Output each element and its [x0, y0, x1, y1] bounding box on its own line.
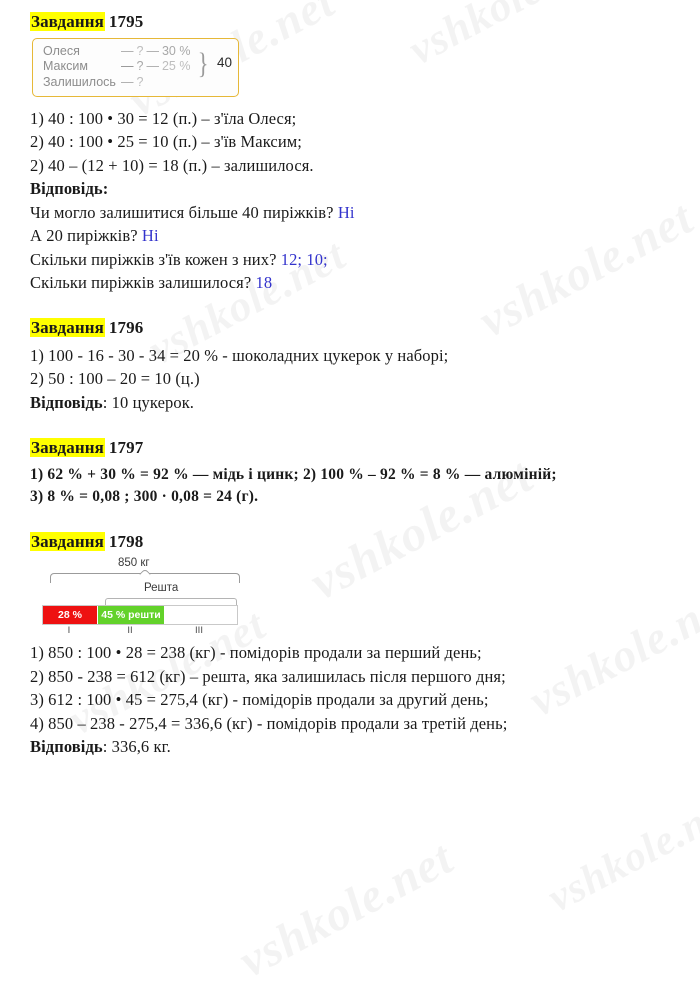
condition-name: Олеся — [43, 43, 80, 58]
watermark-text — [230, 830, 462, 988]
answer-label: Відповідь — [30, 179, 103, 199]
diagram-tick: II — [127, 625, 133, 637]
condition-total: 40 — [216, 54, 232, 70]
solution-step: 2) 850 - 238 = 612 (кг) – решта, яка залишилась після першого дня; — [30, 666, 506, 686]
condition-dash: — — [121, 59, 134, 74]
condition-dash: — — [121, 43, 134, 58]
diagram-bar — [42, 605, 238, 625]
diagram-segment-second: 45 % решти — [97, 606, 164, 624]
task-1795-title-word: Завдання — [31, 12, 104, 31]
task-1798-bar-diagram — [40, 557, 300, 635]
section-gap — [30, 510, 678, 532]
answer-value: : 10 цукерок. — [102, 392, 195, 412]
answer-question: А 20 пиріжків? — [30, 226, 138, 246]
condition-dash-2: — — [146, 59, 159, 74]
answer-qa-row — [30, 201, 678, 224]
condition-question: ? — [136, 74, 144, 89]
task-1798-title-word: Завдання — [31, 531, 104, 551]
task-1797-title — [30, 438, 678, 458]
diagram-segment-first: 28 % — [43, 606, 97, 624]
condition-dash: — — [121, 74, 134, 89]
solution-step: 1) 100 - 16 - 30 - 34 = 20 % - шоколадних цукерок у наборі; — [30, 345, 449, 365]
answer-qa-row — [30, 271, 678, 294]
answer-value: Ні — [337, 202, 355, 222]
task-1795-condition-box — [32, 38, 239, 98]
task-1798-title — [30, 532, 678, 552]
diagram-tick: I — [67, 625, 71, 637]
condition-value: 25 % — [161, 59, 191, 74]
answer-row — [30, 735, 678, 758]
condition-value: 30 % — [161, 43, 191, 58]
solution-step: 2) 50 : 100 – 20 = 10 (ц.) — [30, 369, 200, 389]
watermark-text — [540, 783, 700, 922]
task-1795-title — [30, 12, 678, 32]
condition-name: Максим — [43, 59, 88, 74]
diagram-total-label: 850 кг — [118, 557, 150, 570]
diagram-rest-label: Решта — [144, 582, 179, 595]
answer-heading — [30, 177, 678, 200]
diagram-segment-remaining — [164, 606, 237, 624]
solution-step: 4) 850 – 238 - 275,4 = 336,6 (кг) - помідорів продали за третій день; — [30, 713, 508, 733]
section-gap — [30, 416, 678, 438]
solution-step: 1) 850 : 100 • 28 = 238 (кг) - помідорів продали за перший день; — [30, 643, 482, 663]
section-gap — [30, 296, 678, 318]
solution-step: 2) 40 : 100 • 25 = 10 (п.) – з'їв Максим; — [30, 132, 302, 152]
task-1796-title-word: Завдання — [31, 318, 104, 338]
answer-question: Скільки пиріжків з'їв кожен з них? — [30, 249, 277, 269]
answer-value: 18 — [255, 273, 273, 292]
condition-question: ? — [136, 59, 144, 74]
solution-step: 3) 8 % = 0,08 ; 300 · 0,08 = 24 (г). — [30, 487, 259, 505]
answer-value: 12; 10; — [280, 249, 328, 269]
answer-label: Відповідь — [30, 737, 103, 757]
answer-question: Скільки пиріжків залишилося? — [30, 273, 252, 292]
task-1796-title-number: 1796 — [108, 318, 144, 338]
condition-question: ? — [136, 43, 144, 58]
diagram-tick: III — [195, 625, 203, 637]
answer-value: Ні — [141, 226, 159, 246]
answer-value: : 336,6 кг. — [102, 737, 171, 757]
task-1798-title-number: 1798 — [108, 531, 144, 551]
task-1796 — [30, 318, 678, 414]
answer-qa-row — [30, 224, 678, 247]
solution-step: 1) 40 : 100 • 30 = 12 (п.) – з'їла Олеся; — [30, 109, 297, 129]
condition-brace: } — [197, 46, 209, 80]
answer-label: Відповідь — [30, 392, 103, 412]
task-1798 — [30, 532, 678, 759]
task-1797 — [30, 438, 678, 508]
diagram-ticks — [42, 625, 238, 637]
task-1795 — [30, 12, 678, 294]
answer-row — [30, 391, 678, 414]
solution-step: 1) 62 % + 30 % = 92 % — мідь і цинк; 2) 100 % – 92 % = 8 % — алюміній; — [30, 465, 557, 483]
task-1797-title-word: Завдання — [31, 438, 104, 458]
answer-qa-row — [30, 248, 678, 271]
task-1796-title — [30, 318, 678, 338]
solution-step: 2) 40 – (12 + 10) = 18 (п.) – залишилося. — [30, 155, 314, 175]
answer-question: Чи могло залишитися більше 40 пиріжків? — [30, 202, 334, 222]
answer-colon: : — [102, 179, 109, 199]
condition-dash-2: — — [146, 43, 159, 58]
task-1795-title-number: 1795 — [108, 12, 144, 31]
condition-name: Залишилось — [43, 74, 116, 89]
solution-step: 3) 612 : 100 • 45 = 275,4 (кг) - помідорів продали за другий день; — [30, 690, 489, 710]
task-1797-title-number: 1797 — [108, 438, 144, 458]
